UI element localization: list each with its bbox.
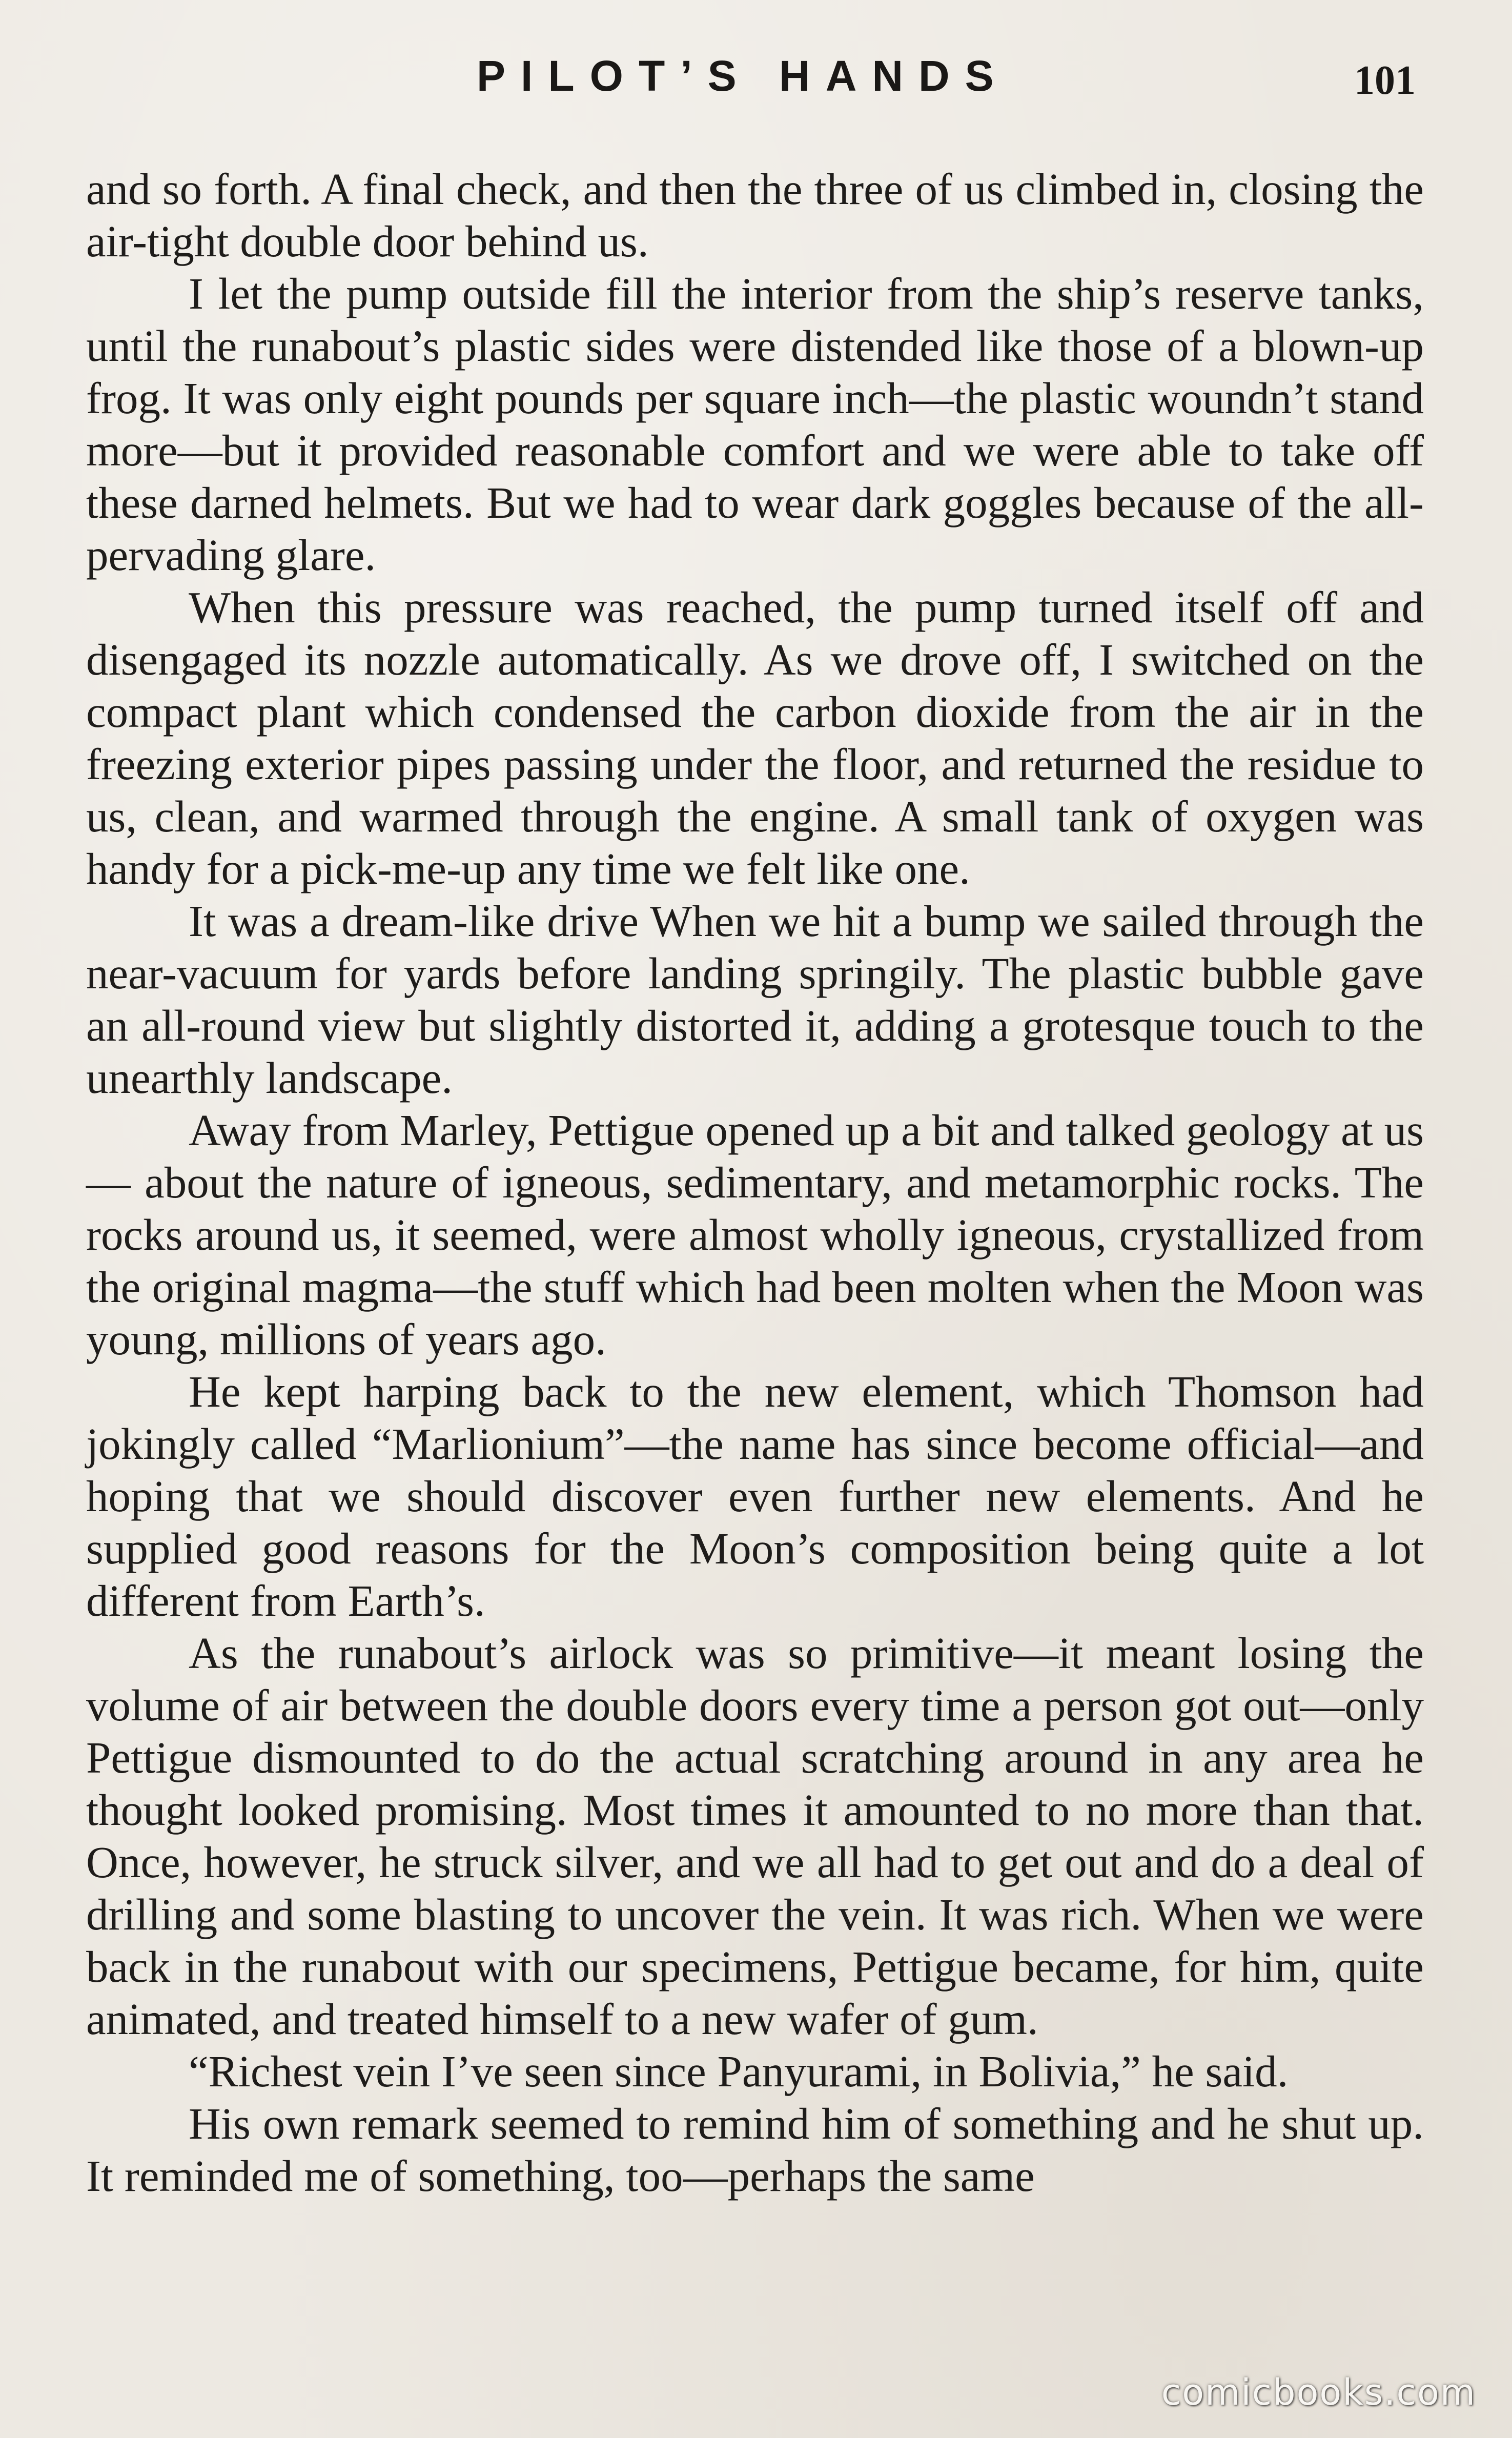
body-text: [86, 163, 1424, 2202]
site-watermark: comicbooks.com: [1161, 2371, 1476, 2413]
paragraph: When this pressure was reached, the pump turned itself off and disengaged its nozzle automatically. As we drove off, I switched on the compact plant which condensed the carbon dioxide from the air in the freezing exterior pipes passing under the floor, and returned the residue to us, clean, and warmed through the engine. A small tank of oxygen was handy for a pick-me-up any time we felt like one.: [86, 582, 1424, 893]
paragraph: Away from Marley, Pettigue opened up a bit and talked geology at us — about the nature of igneous, sedimentary, and metamorphic rocks. The rocks around us, it seemed, were almost wholly igneous, crystallized from the original magma—the stuff which had been molten when the Moon was young, millions of years ago.: [86, 1105, 1424, 1364]
page-number: 101: [1354, 58, 1416, 103]
paragraph: I let the pump outside fill the interior from the ship’s reserve tanks, until the runabout’s plastic sides were distended like those of a blown-up frog. It was only eight pounds per square inch—the plastic woundn’t stand more—but it provided reasonable comfort and we were able to take off these darned helmets. But we had to wear dark goggles because of the all-pervading glare.: [86, 269, 1424, 580]
paragraph: He kept harping back to the new element, which Thomson had jokingly called “Marlionium”—the name has since become official—and hoping that we should discover even further new elements. And he supplied good reasons for the Moon’s composition being quite a lot different from Earth’s.: [86, 1367, 1424, 1626]
paragraph: It was a dream-like drive When we hit a bump we sailed through the near-vacuum for yards before landing springily. The plastic bubble gave an all-round view but slightly distorted it, adding a grotesque touch to the unearthly landscape.: [86, 896, 1424, 1103]
running-title: PILOT’S HANDS: [477, 52, 1009, 100]
paragraph: “Richest vein I’ve seen since Panyurami, in Bolivia,” he said.: [189, 2046, 1289, 2096]
paragraph: As the runabout’s airlock was so primitive—it meant losing the volume of air between the double doors every time a person got out—only Pettigue dismounted to do the actual scratching around in any area he thought looked promising. Most times it amounted to no more than that. Once, however, he struck silver, and we all had to get out and do a deal of drilling and some blasting to uncover the vein. It was rich. When we were back in the runabout with our specimens, Pettigue became, for him, quite animated, and treated himself to a new wafer of gum.: [86, 1628, 1424, 2044]
paragraph: and so forth. A final check, and then the three of us climbed in, closing the air-tight double door behind us.: [86, 164, 1424, 266]
paragraph: His own remark seemed to remind him of something and he shut up. It reminded me of something, too—perhaps the same: [86, 2099, 1424, 2201]
